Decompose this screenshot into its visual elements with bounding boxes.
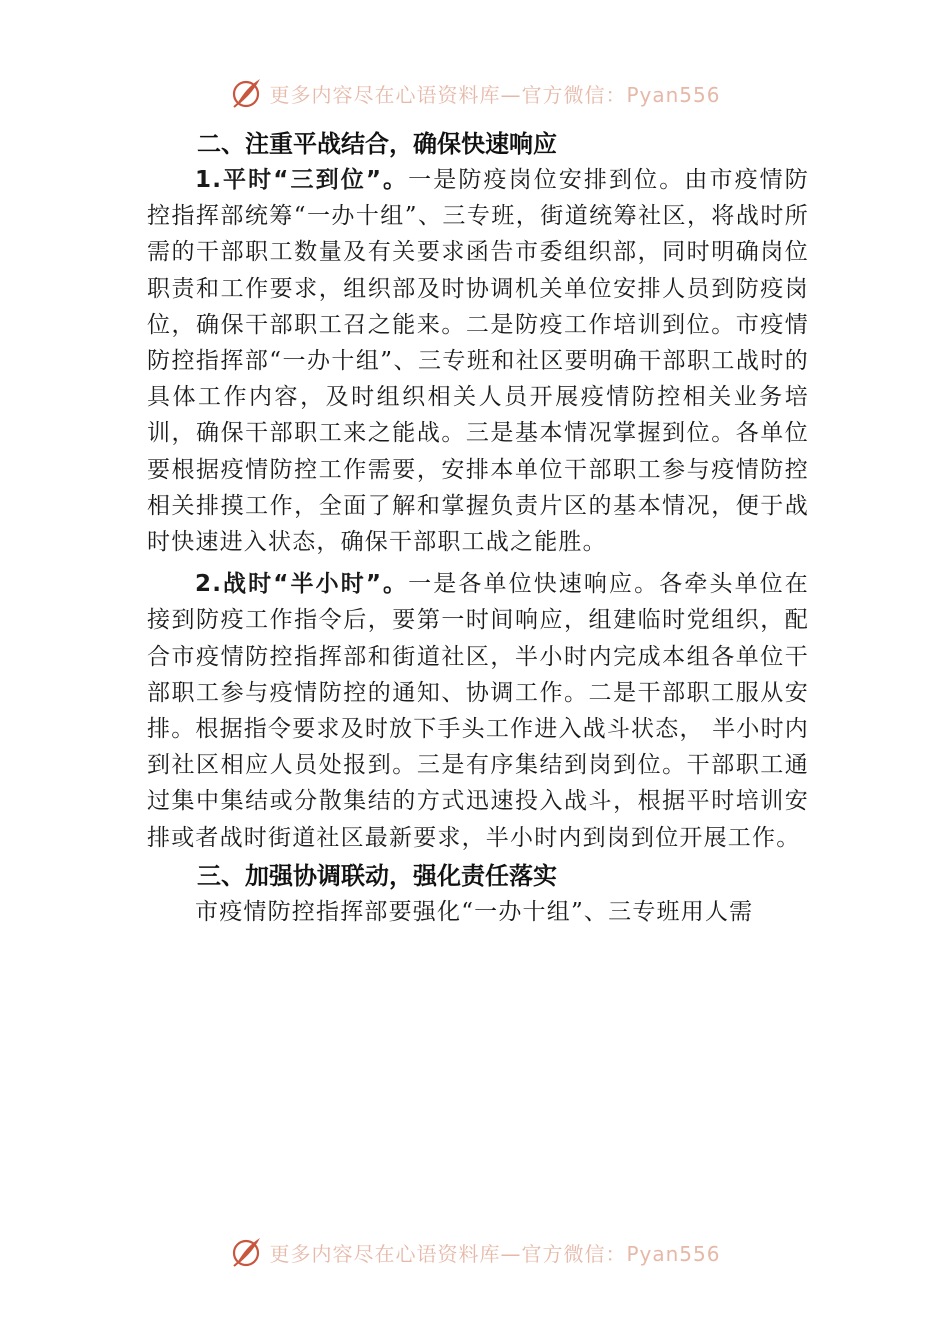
paragraph-peacetime [147, 162, 809, 560]
quill-logo-icon [229, 1235, 263, 1269]
paragraph-body-wartime: 一是各单位快速响应。各牵头单位在接到防疫工作指令后，要第一时间响应，组建临时党组织，配合市疫情防控指挥部和街道社区，半小时内完成本组各单位干部职工参与疫情防控的通知、协调工作。二是干部职工服从安排。根据指令要求及时放下手头工作进入战斗状态， 半小时内到社区相应人员处报到。三是有序集结到岗到位。干部职工通过集中集结或分散集结的方式迅速投入战斗，根据平时培训安排或者战时街道社区最新要求，半小时内到岗到位开展工作。 [147, 571, 809, 851]
quill-logo-icon [229, 76, 263, 110]
paragraph-lead-peacetime: 1.平时“三到位”。 [195, 167, 409, 193]
watermark-header [0, 73, 950, 113]
document-body [147, 126, 809, 930]
watermark-text: 更多内容尽在心语资料库—官方微信：Pyan556 [269, 1241, 721, 1266]
paragraph-body-peacetime: 一是防疫岗位安排到位。由市疫情防控指挥部统筹“一办十组”、三专班，街道统筹社区，将战时所需的干部职工数量及有关要求函告市委组织部，同时明确岗位职责和工作要求，组织部及时协调机关单位安排人员到防疫岗位，确保干部职工召之能来。二是防疫工作培训到位。市疫情防控指挥部“一办十组”、三专班和社区要明确干部职工战时的具体工作内容，及时组织相关人员开展疫情防控相关业务培训，确保干部职工来之能战。三是基本情况掌握到位。各单位要根据疫情防控工作需要，安排本单位干部职工参与疫情防控相关排摸工作，全面了解和掌握负责片区的基本情况，便于战时快速进入状态，确保干部职工战之能胜。 [147, 167, 809, 556]
section-heading-3: 三、加强协调联动，强化责任落实 [197, 861, 557, 890]
paragraph-coordination: 市疫情防控指挥部要强化“一办十组”、三专班用人需 [195, 898, 754, 925]
watermark-footer [0, 1232, 950, 1272]
section-heading-2: 二、注重平战结合，确保快速响应 [197, 130, 557, 158]
paragraph-wartime [147, 566, 809, 856]
paragraph-lead-wartime: 2.战时“半小时”。 [195, 571, 409, 598]
watermark-text: 更多内容尽在心语资料库—官方微信：Pyan556 [269, 82, 721, 107]
